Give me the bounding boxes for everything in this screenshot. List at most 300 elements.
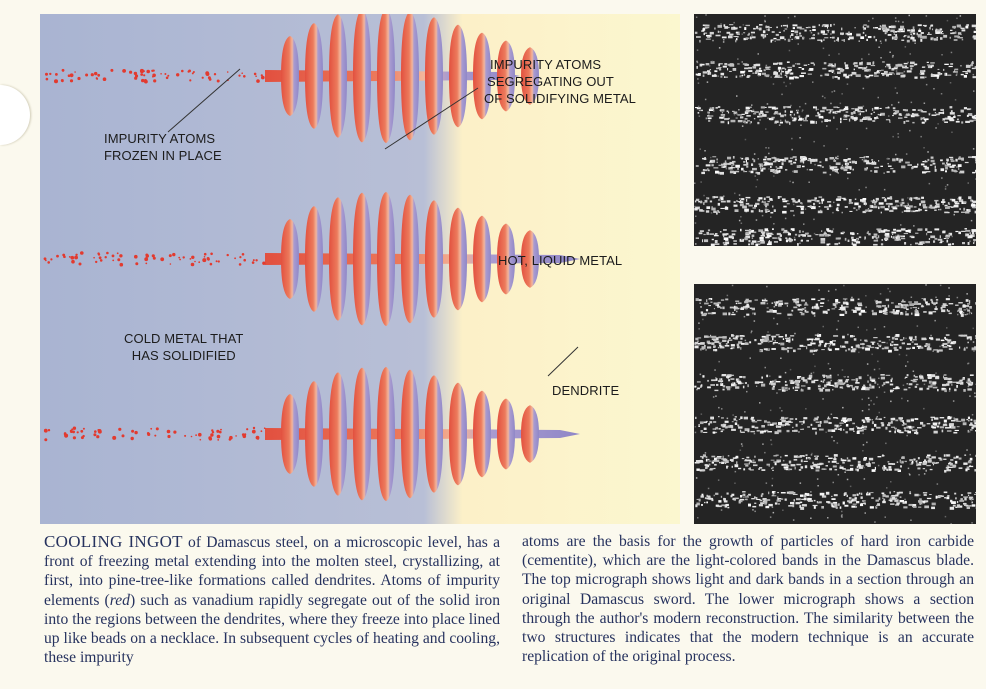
micrograph-speck [893, 68, 897, 70]
micrograph-speck [759, 467, 762, 469]
impurity-dot [216, 430, 219, 433]
micrograph-speck [740, 495, 742, 498]
micrograph-speck [833, 465, 837, 467]
micrograph-speck [948, 467, 953, 468]
micrograph-speck [907, 164, 912, 166]
micrograph-speck [797, 63, 800, 64]
micrograph-speck [744, 316, 746, 318]
micrograph-speck [890, 203, 893, 205]
micrograph-speck [735, 301, 739, 303]
impurity-dot [188, 71, 190, 73]
micrograph-speck [919, 242, 921, 244]
impurity-dot [210, 253, 213, 256]
micrograph-speck [962, 71, 967, 72]
micrograph-speck [891, 104, 893, 106]
micrograph-speck [828, 461, 830, 463]
micrograph-speck [874, 381, 876, 383]
micrograph-speck [800, 75, 805, 77]
micrograph-speck [972, 504, 976, 506]
micrograph-speck [844, 376, 846, 378]
micrograph-speck [718, 416, 720, 417]
impurity-dot [147, 433, 150, 436]
micrograph-speck [824, 420, 829, 423]
micrograph-speck [784, 39, 786, 41]
micrograph-speck [909, 383, 913, 385]
micrograph-speck [764, 348, 768, 350]
micrograph-speck [895, 239, 898, 241]
micrograph-speck [767, 331, 769, 333]
micrograph-speck [941, 201, 945, 203]
impurity-dot [218, 260, 220, 262]
micrograph-speck [781, 68, 784, 70]
micrograph-speck [752, 168, 755, 170]
micrograph-speck [828, 109, 833, 110]
micrograph-speck [715, 303, 717, 304]
micrograph-speck [944, 497, 946, 499]
micrograph-speck [907, 400, 909, 402]
micrograph-speck [863, 29, 865, 31]
micrograph-speck [852, 117, 854, 120]
micrograph-speck [723, 196, 725, 198]
micrograph-speck [951, 206, 954, 208]
micrograph-speck [707, 346, 711, 348]
micrograph-speck [778, 343, 780, 344]
dendrite-branch [449, 208, 467, 311]
micrograph-speck [752, 235, 755, 238]
micrograph-speck [698, 201, 700, 202]
micrograph-speck [768, 348, 770, 350]
micrograph-speck [915, 309, 917, 310]
micrograph-speck [855, 27, 856, 28]
micrograph-speck [843, 285, 845, 287]
micrograph-speck [947, 240, 949, 243]
micrograph-speck [771, 468, 773, 470]
micrograph-speck [710, 161, 712, 163]
micrograph-speck [776, 39, 780, 40]
micrograph-speck [710, 384, 715, 386]
micrograph-speck [867, 62, 871, 65]
micrograph-speck [927, 498, 931, 499]
micrograph-speck [746, 232, 749, 234]
micrograph-speck [944, 470, 946, 473]
micrograph-speck [861, 496, 863, 499]
micrograph-speck [759, 119, 761, 121]
micrograph-speck [834, 90, 836, 92]
micrograph-speck [737, 168, 739, 170]
micrograph-speck [794, 16, 796, 18]
micrograph-speck [972, 502, 973, 504]
micrograph-speck [833, 228, 835, 230]
micrograph-speck [954, 493, 956, 495]
micrograph-speck [874, 161, 875, 164]
micrograph-speck [770, 119, 772, 121]
micrograph-speck [911, 419, 915, 420]
micrograph-speck [889, 66, 891, 69]
micrograph-speck [834, 40, 836, 42]
micrograph-speck [739, 220, 741, 222]
impurity-dot [112, 260, 114, 262]
micrograph-speck [741, 76, 743, 78]
micrograph-speck [734, 338, 738, 340]
micrograph-speck [904, 389, 908, 391]
micrograph-speck [966, 419, 968, 420]
micrograph-speck [959, 458, 962, 460]
micrograph-speck [857, 239, 859, 241]
micrograph-speck [750, 357, 752, 359]
micrograph-speck [745, 340, 747, 342]
micrograph-speck [948, 234, 950, 236]
micrograph-speck [773, 72, 778, 75]
micrograph-speck [820, 421, 822, 424]
micrograph-speck [819, 343, 821, 346]
micrograph-speck [729, 236, 733, 239]
micrograph-speck [965, 228, 968, 230]
micrograph-speck [844, 493, 846, 496]
micrograph-speck [893, 207, 898, 209]
micrograph-speck [724, 26, 728, 29]
micrograph-speck [761, 503, 762, 506]
micrograph-speck [725, 160, 727, 163]
micrograph-speck [976, 232, 977, 234]
micrograph-speck [911, 307, 912, 308]
impurity-dot [209, 437, 212, 440]
micrograph-speck [905, 46, 907, 48]
micrograph-speck [834, 76, 837, 78]
micrograph-speck [865, 512, 867, 514]
micrograph-speck [969, 466, 973, 467]
micrograph-speck [734, 114, 736, 116]
micrograph-speck [864, 156, 865, 158]
micrograph-speck [881, 43, 883, 45]
micrograph-speck [918, 34, 922, 37]
micrograph-speck [863, 467, 865, 469]
micrograph-speck [966, 299, 969, 302]
micrograph-speck [751, 331, 753, 333]
micrograph-speck [697, 499, 701, 500]
impurity-dot [152, 74, 156, 78]
micrograph-speck [718, 347, 719, 348]
micrograph-speck [730, 425, 733, 428]
micrograph-speck [950, 30, 953, 31]
micrograph-speck [711, 456, 715, 458]
micrograph-speck [896, 72, 900, 75]
micrograph-speck [783, 206, 786, 208]
micrograph-speck [898, 118, 903, 119]
micrograph-speck [819, 24, 820, 26]
micrograph-speck [733, 243, 737, 244]
micrograph-speck [772, 485, 774, 487]
micrograph-speck [746, 38, 750, 39]
micrograph-speck [776, 334, 780, 335]
micrograph-speck [694, 183, 696, 185]
micrograph-speck [843, 199, 846, 201]
micrograph-speck [815, 159, 817, 162]
micrograph-speck [738, 468, 741, 469]
micrograph-speck [801, 203, 803, 205]
micrograph-speck [700, 230, 704, 231]
micrograph-speck [868, 233, 871, 235]
micrograph-speck [751, 104, 753, 106]
micrograph-speck [787, 350, 789, 353]
micrograph-speck [780, 122, 783, 124]
impurity-dot [77, 77, 80, 80]
label-cold [124, 330, 243, 364]
micrograph-speck [777, 430, 781, 433]
micrograph-speck [825, 343, 827, 345]
micrograph-speck [742, 33, 744, 35]
micrograph-speck [849, 419, 850, 421]
micrograph-speck [869, 163, 872, 164]
micrograph-speck [968, 242, 970, 245]
micrograph-speck [856, 501, 859, 503]
micrograph-speck [765, 501, 768, 504]
micrograph-speck [851, 500, 853, 502]
dendrite-branch [353, 14, 371, 142]
micrograph-speck [893, 170, 896, 172]
micrograph-speck [943, 376, 944, 379]
impurity-dot [143, 74, 145, 76]
micrograph-speck [759, 402, 761, 404]
micrograph-speck [936, 496, 938, 499]
micrograph-speck [874, 27, 876, 29]
micrograph-speck [874, 521, 876, 523]
dendrite-branch [401, 370, 419, 499]
micrograph-speck [904, 233, 908, 234]
micrograph-speck [838, 320, 840, 322]
micrograph-speck [706, 232, 709, 235]
micrograph-speck [932, 381, 936, 384]
micrograph-speck [952, 236, 954, 238]
micrograph-speck [829, 345, 831, 347]
micrograph-speck [839, 423, 843, 424]
micrograph-speck [746, 197, 751, 199]
micrograph-speck [730, 162, 734, 164]
impurity-dot [80, 251, 84, 255]
impurity-dot [46, 78, 49, 81]
micrograph-speck [697, 49, 699, 51]
micrograph-speck [721, 462, 724, 464]
micrograph-speck [969, 424, 973, 426]
micrograph-speck [786, 73, 789, 74]
micrograph-speck [855, 199, 857, 200]
micrograph-speck [935, 169, 937, 172]
micrograph-speck [835, 348, 839, 350]
micrograph-speck [774, 241, 778, 243]
micrograph-speck [801, 466, 804, 469]
micrograph-speck [732, 233, 736, 235]
micrograph-speck [901, 461, 903, 463]
micrograph-speck [768, 168, 770, 170]
micrograph-speck [820, 166, 821, 167]
micrograph-speck [918, 457, 920, 459]
impurity-dot [71, 256, 75, 260]
micrograph-speck [786, 339, 791, 342]
micrograph-speck [798, 116, 800, 118]
micrograph-speck [744, 464, 748, 465]
micrograph-speck [867, 381, 869, 383]
micrograph-speck [845, 350, 847, 352]
micrograph-speck [704, 158, 707, 160]
micrograph-speck [758, 75, 760, 77]
micrograph-speck [959, 381, 962, 383]
micrograph-speck [737, 344, 740, 347]
micrograph-speck [822, 68, 826, 70]
micrograph-speck [866, 419, 871, 421]
micrograph-speck [840, 33, 844, 35]
micrograph-speck [863, 106, 865, 108]
micrograph-speck [740, 347, 741, 350]
micrograph-speck [843, 420, 847, 423]
micrograph-speck [794, 459, 798, 461]
micrograph-speck [894, 236, 896, 238]
micrograph-speck [874, 369, 876, 371]
micrograph-speck [923, 492, 927, 494]
micrograph-speck [809, 375, 812, 378]
micrograph-speck [741, 443, 743, 445]
micrograph-speck [893, 344, 898, 346]
micrograph-speck [718, 407, 720, 409]
micrograph-speck [768, 424, 769, 426]
micrograph-speck [895, 495, 898, 497]
micrograph-speck [718, 25, 723, 28]
micrograph-speck [847, 115, 849, 116]
micrograph-speck [864, 501, 866, 503]
impurity-dot [176, 73, 179, 76]
micrograph-speck [695, 222, 697, 224]
impurity-dot [97, 74, 100, 77]
micrograph-speck [814, 366, 816, 368]
micrograph-speck [943, 35, 947, 38]
micrograph-speck [773, 161, 777, 162]
micrograph-speck [702, 346, 706, 349]
micrograph-speck [721, 342, 723, 344]
micrograph-speck [899, 354, 901, 356]
micrograph-speck [807, 344, 811, 346]
micrograph-speck [764, 21, 766, 23]
micrograph-speck [945, 167, 948, 170]
micrograph-speck [910, 68, 912, 70]
micrograph-speck [890, 199, 891, 200]
micrograph-speck [892, 115, 894, 116]
micrograph-speck [827, 230, 831, 232]
micrograph-speck [801, 208, 804, 211]
micrograph-speck [862, 67, 864, 68]
micrograph-speck [962, 29, 966, 31]
micrograph-speck [708, 120, 710, 122]
micrograph-speck [784, 303, 788, 305]
micrograph-speck [922, 380, 927, 382]
micrograph-speck [834, 494, 838, 496]
micrograph-speck [905, 206, 906, 208]
micrograph-speck [938, 69, 940, 70]
micrograph-speck [917, 33, 919, 36]
micrograph-speck [865, 306, 867, 308]
micrograph-speck [751, 332, 753, 334]
micrograph-speck [755, 244, 758, 246]
micrograph-speck [804, 30, 806, 32]
micrograph-speck [969, 241, 971, 243]
micrograph-speck [953, 382, 957, 383]
micrograph-speck [791, 116, 793, 118]
micrograph-speck [831, 91, 833, 93]
micrograph-speck [903, 385, 905, 387]
micrograph-speck [754, 153, 756, 155]
micrograph-speck [724, 76, 725, 78]
micrograph-speck [694, 386, 696, 388]
micrograph-speck [921, 338, 926, 341]
micrograph-speck [706, 164, 711, 166]
micrograph-speck [788, 421, 791, 423]
micrograph-speck [959, 172, 961, 174]
micrograph-speck [936, 204, 940, 205]
micrograph-speck [900, 224, 902, 226]
micrograph-speck [905, 305, 909, 307]
micrograph-speck [913, 225, 915, 227]
micrograph-speck [936, 462, 939, 463]
micrograph-speck [771, 348, 776, 350]
micrograph-speck [873, 112, 875, 113]
micrograph-speck [930, 164, 933, 166]
micrograph-speck [761, 302, 766, 304]
micrograph-speck [940, 285, 942, 287]
micrograph-speck [741, 198, 744, 200]
micrograph-speck [833, 107, 838, 108]
impurity-dot [97, 429, 99, 431]
micrograph-speck [881, 231, 884, 233]
impurity-dot [71, 260, 75, 264]
micrograph-speck [976, 28, 977, 30]
micrograph-speck [895, 110, 899, 113]
micrograph-speck [844, 472, 846, 474]
micrograph-speck [732, 414, 734, 416]
micrograph-speck [773, 310, 777, 313]
micrograph-speck [894, 36, 898, 38]
impurity-dot [153, 79, 156, 82]
micrograph-speck [898, 417, 903, 419]
micrograph-speck [969, 312, 971, 314]
micrograph-speck [941, 168, 945, 171]
micrograph-speck [962, 305, 965, 308]
impurity-dot [93, 433, 96, 436]
micrograph-speck [910, 62, 915, 65]
micrograph-speck [845, 238, 847, 241]
micrograph-speck [708, 313, 713, 315]
micrograph-speck [974, 396, 976, 398]
micrograph-speck [920, 422, 923, 425]
micrograph-speck [950, 158, 953, 160]
micrograph-speck [938, 495, 942, 497]
micrograph-speck [853, 310, 857, 313]
micrograph-speck [765, 237, 769, 239]
micrograph-speck [828, 422, 831, 424]
micrograph-speck [698, 112, 700, 114]
micrograph-speck [928, 386, 933, 388]
micrograph-speck [781, 94, 783, 96]
micrograph-speck [806, 311, 809, 313]
micrograph-speck [879, 387, 880, 389]
micrograph-speck [791, 33, 793, 36]
micrograph-speck [911, 29, 915, 32]
micrograph-speck [896, 230, 901, 232]
impurity-dot [160, 257, 164, 261]
micrograph-speck [706, 39, 711, 40]
micrograph-speck [709, 115, 714, 116]
micrograph-speck [910, 236, 914, 238]
micrograph-speck [971, 115, 973, 116]
micrograph-speck [870, 506, 874, 508]
micrograph-speck [905, 461, 907, 462]
micrograph-speck [746, 457, 749, 459]
